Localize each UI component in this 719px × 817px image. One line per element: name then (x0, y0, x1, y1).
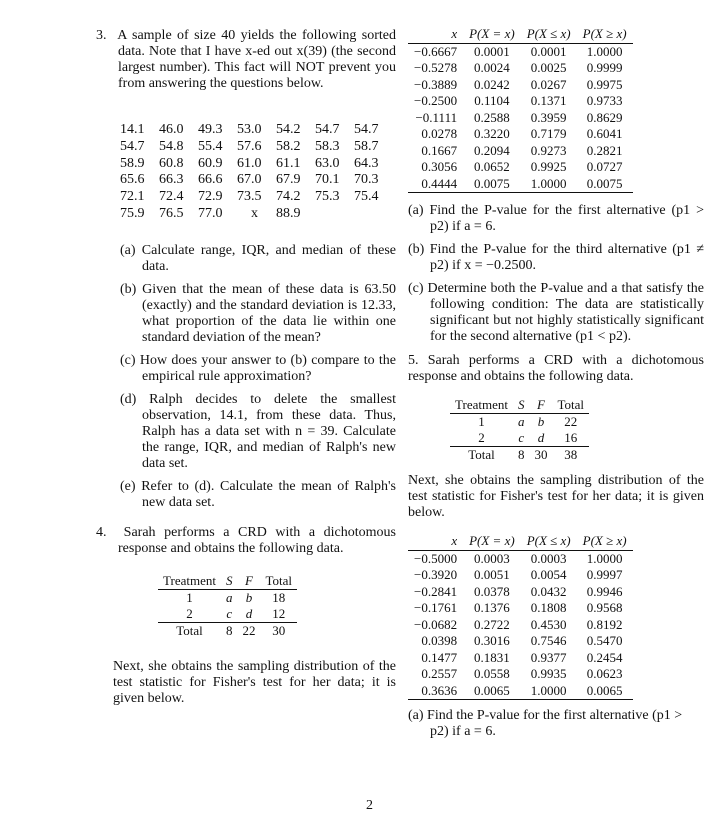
column-header: Total (260, 573, 297, 590)
question-part (408, 203, 704, 235)
table-cell: 0.3056 (421, 159, 458, 175)
question-part (120, 243, 396, 275)
table-cell: 1.0000 (586, 43, 623, 59)
table-row (408, 143, 633, 160)
table-row (158, 589, 297, 606)
part-text: Given that the mean of these data is 63.50 (exactly) and the standard deviation is 12.33, what proportion of the data lie within one standard deviation of the mean? (142, 281, 396, 345)
table-cell: d (237, 606, 260, 623)
question-part (120, 353, 396, 385)
table-cell: 0.8629 (586, 109, 623, 125)
table-cell: 0.8192 (586, 616, 623, 632)
data-value: 53.0 (237, 122, 262, 137)
table-cell: 0.9273 (530, 142, 567, 158)
table-cell: 2 (158, 606, 221, 623)
q4-intro (96, 525, 396, 557)
part-label: (c) (120, 352, 136, 368)
table-cell: c (513, 430, 530, 447)
column-header: S (513, 397, 530, 414)
q4-intro-text: Sarah performs a CRD with a dichotomous response and obtains the following data. (118, 524, 397, 556)
q3-intro (96, 28, 396, 92)
data-value: 58.3 (315, 138, 340, 154)
data-value: 54.7 (315, 122, 340, 137)
table-cell: 0.0652 (474, 159, 510, 175)
data-value: 58.2 (276, 138, 301, 154)
data-value: 72.1 (120, 189, 145, 205)
data-value: 75.3 (315, 189, 340, 205)
part-text: Determine both the P-value and a that satisfy the following condition: The data are statistically significant but not highly statistically significant for the second alternative (p1 < p2). (427, 281, 705, 344)
data-value: 66.3 (159, 172, 184, 188)
table-cell: 0.4530 (530, 616, 567, 632)
data-value: 60.8 (159, 155, 184, 171)
column-header: S (221, 573, 238, 590)
table-cell: 0.5470 (586, 633, 623, 649)
data-value: 61.1 (276, 155, 301, 171)
table-cell: b (245, 589, 253, 605)
table-row (408, 617, 633, 634)
table-cell: Total (176, 622, 203, 638)
table-cell: 0.0398 (421, 633, 458, 649)
question-part (120, 282, 396, 346)
data-value: 65.6 (120, 172, 145, 188)
table-cell: 38 (564, 447, 578, 462)
table-row (158, 622, 297, 639)
table-cell: 0.0075 (577, 176, 633, 193)
table-cell: −0.2841 (414, 583, 458, 599)
table-cell: 0.0001 (474, 43, 510, 59)
table-row (450, 430, 589, 447)
q5-next: Next, she obtains the sampling distribution of the test statistic for Fisher's test for her data; it is given below. (408, 473, 704, 520)
question-part (120, 392, 396, 472)
data-value: 54.8 (159, 138, 184, 154)
data-value: 60.9 (198, 155, 223, 171)
table-cell: 0.9999 (586, 60, 623, 76)
part-label: (a) (120, 242, 136, 258)
part-text: Calculate range, IQR, and median of these data. (141, 242, 396, 274)
column-header: P(X ≥ x) (577, 533, 633, 550)
table-cell: 0.0623 (586, 666, 623, 682)
data-value: 76.5 (159, 205, 184, 221)
table-cell: 0.7546 (530, 633, 567, 649)
table-row (450, 414, 589, 431)
column-header: P(X ≥ x) (577, 26, 633, 43)
table-row (408, 633, 633, 650)
table-cell: 0.1477 (421, 649, 458, 665)
table-cell: −0.3889 (414, 76, 458, 92)
table-cell: a (517, 414, 525, 429)
table-cell: 0.0278 (421, 126, 458, 142)
table-cell: 0.2821 (586, 142, 623, 158)
contingency-table-q5 (450, 397, 704, 463)
table-row (408, 110, 633, 127)
table-cell: 0.0051 (474, 567, 510, 583)
table-cell: 0.2094 (474, 142, 510, 158)
table-cell: 22 (564, 414, 578, 429)
table-row (408, 683, 633, 700)
column-header: x (408, 533, 463, 550)
table-cell: 1.0000 (586, 550, 623, 566)
table-row (408, 176, 633, 193)
table-cell: 2 (450, 430, 513, 447)
table-cell: 18 (272, 589, 286, 605)
page-number: 2 (366, 798, 373, 813)
part-label: (a) (408, 708, 424, 723)
data-value: 54.7 (354, 122, 379, 137)
table-cell: −0.1761 (414, 600, 458, 616)
table-cell: 0.2722 (474, 616, 510, 632)
table-cell: −0.3920 (414, 567, 458, 583)
table-cell: d (529, 430, 552, 447)
contingency-table-q4 (158, 573, 396, 639)
column-header: Treatment (158, 573, 221, 590)
table-row (408, 550, 633, 567)
table-row (408, 650, 633, 667)
table-cell: 22 (242, 622, 256, 638)
data-value: 14.1 (120, 122, 145, 137)
table-cell: 8 (517, 447, 525, 462)
table-cell: 0.7179 (530, 126, 567, 142)
column-header: F (237, 573, 260, 590)
right-parts (408, 203, 704, 345)
table-cell: 0.0054 (530, 567, 567, 583)
table-cell: −0.5278 (414, 60, 458, 76)
table-cell: 0.9568 (586, 600, 623, 616)
q3-intro-text: A sample of size 40 yields the following sorted data. Note that I have x-ed out x(39) (the second largest number). This fact will NOT prevent you from answering the questions below. (117, 28, 397, 91)
table-cell: 12 (260, 606, 297, 623)
distribution-table-1 (408, 26, 704, 193)
data-value: 55.4 (198, 138, 223, 154)
table-cell: 0.9946 (586, 583, 623, 599)
table-cell: Total (468, 447, 495, 462)
table-cell: 0.1667 (421, 142, 458, 158)
table-row (408, 584, 633, 601)
q5-part-a (408, 708, 704, 740)
q3-parts (120, 243, 396, 511)
q3-number: 3. (96, 28, 107, 43)
table-cell: 0.9935 (530, 666, 567, 682)
table-cell: c (221, 606, 238, 623)
data-value: 54.7 (120, 138, 145, 154)
data-value: 72.9 (198, 189, 223, 205)
right-column (408, 0, 704, 740)
data-value: 70.1 (315, 172, 340, 188)
q4-next: Next, she obtains the sampling distribution of the test statistic for Fisher's test for her data; it is given below. (113, 658, 396, 706)
table-cell: 0.0242 (474, 76, 510, 92)
table-cell: 0.6041 (586, 126, 623, 142)
table-cell: 0.0024 (474, 60, 510, 76)
table-cell: 30 (534, 447, 548, 462)
data-value: 67.0 (237, 172, 262, 188)
column-header: P(X = x) (463, 26, 521, 43)
part-label: (a) (408, 203, 424, 218)
table-cell: 0.0075 (463, 176, 521, 193)
table-cell: 1 (186, 589, 193, 605)
part-label: (e) (120, 478, 136, 494)
table-cell: −0.1111 (415, 109, 458, 125)
table-cell: −0.5000 (414, 550, 458, 566)
data-value: 64.3 (354, 155, 379, 171)
data-value: 67.9 (276, 172, 301, 188)
table-cell: −0.6667 (414, 43, 458, 59)
table-cell: 0.3636 (408, 683, 463, 700)
data-value: 88.9 (276, 205, 301, 221)
part-label: (d) (120, 391, 137, 407)
table-row (408, 93, 633, 110)
data-value: 74.2 (276, 189, 301, 205)
q4-number: 4. (96, 524, 107, 540)
question-part (120, 479, 396, 511)
data-value: 54.2 (276, 122, 301, 137)
table-row (408, 60, 633, 77)
part-label: (b) (408, 242, 425, 257)
table-cell: 1.0000 (521, 176, 577, 193)
q5-intro (408, 353, 704, 385)
table-cell: 0.3959 (530, 109, 567, 125)
table-row (408, 666, 633, 683)
table-cell: 0.0025 (530, 60, 567, 76)
table-cell: 0.0003 (474, 550, 510, 566)
part-text: Refer to (d). Calculate the mean of Ralph's new data set. (141, 478, 397, 510)
table-cell: 0.0558 (474, 666, 510, 682)
table-row (158, 606, 297, 623)
data-value: 75.4 (354, 189, 379, 205)
table-cell: 0.2454 (586, 649, 623, 665)
data-value: 49.3 (198, 122, 223, 137)
table-cell: 0.1104 (474, 93, 510, 109)
part-text: How does your answer to (b) compare to the empirical rule approximation? (139, 352, 397, 384)
table-cell: a (225, 589, 233, 605)
table-cell: b (537, 414, 545, 429)
data-value: 61.0 (237, 155, 262, 171)
table-cell: 16 (552, 430, 589, 447)
question-part (408, 281, 704, 345)
table-cell: 8 (225, 622, 233, 638)
table-cell: 0.9925 (530, 159, 567, 175)
table-cell: 0.3016 (474, 633, 510, 649)
column-header: Total (552, 397, 589, 414)
table-cell: 1.0000 (521, 683, 577, 700)
data-value: 58.7 (354, 138, 379, 154)
table-cell: 0.1808 (530, 600, 567, 616)
table-cell: 0.0065 (463, 683, 521, 700)
column-header: P(X ≤ x) (521, 26, 577, 43)
column-header: P(X = x) (463, 533, 521, 550)
data-value: x (251, 205, 258, 221)
data-value: 66.6 (198, 172, 223, 188)
column-header: F (529, 397, 552, 414)
table-cell: 0.2557 (421, 666, 458, 682)
q5-intro-text: Sarah performs a CRD with a dichotomous response and obtains the following data. (408, 353, 704, 384)
table-cell: 0.4444 (408, 176, 463, 193)
table-cell: 0.1371 (530, 93, 567, 109)
part-text: Find the P-value for the third alternative (p1 ≠ p2) if x = −0.2500. (429, 242, 705, 273)
question-part (408, 242, 704, 274)
data-value: 75.9 (120, 205, 145, 221)
column-header: Treatment (450, 397, 513, 414)
table-cell: −0.0682 (414, 616, 458, 632)
table-row (408, 43, 633, 60)
table-row (408, 567, 633, 584)
part-text: Find the P-value for the first alternative (p1 > p2) if a = 6. (427, 708, 683, 739)
data-value: 72.4 (159, 189, 184, 205)
distribution-table-2 (408, 533, 704, 700)
data-value: 73.5 (237, 189, 262, 205)
data-value: 46.0 (159, 122, 184, 137)
table-cell: 0.9377 (530, 649, 567, 665)
left-column (96, 0, 396, 707)
table-cell: 0.1376 (474, 600, 510, 616)
table-row (408, 600, 633, 617)
data-value: 58.9 (120, 155, 145, 171)
table-cell: 0.9975 (586, 76, 623, 92)
table-cell: 0.9733 (586, 93, 623, 109)
data-value: 77.0 (198, 205, 223, 221)
part-label: (b) (120, 281, 137, 297)
table-cell: 0.0003 (530, 550, 567, 566)
table-cell: 0.9997 (586, 567, 623, 583)
data-value: 63.0 (315, 155, 340, 171)
part-label: (c) (408, 281, 424, 296)
table-cell: 0.3220 (474, 126, 510, 142)
part-text: Find the P-value for the first alternative (p1 > p2) if a = 6. (429, 203, 704, 234)
data-value: 70.3 (354, 172, 379, 188)
table-row (450, 447, 589, 464)
column-header: P(X ≤ x) (521, 533, 577, 550)
table-cell: 0.0432 (530, 583, 567, 599)
table-cell: 1 (478, 414, 485, 429)
data-value: 57.6 (237, 138, 262, 154)
table-cell: 0.0001 (530, 43, 567, 59)
table-cell: 0.0267 (530, 76, 567, 92)
q5-number: 5. (408, 353, 419, 368)
column-header: x (408, 26, 463, 43)
table-cell: −0.2500 (414, 93, 458, 109)
part-text: Ralph decides to delete the smallest observation, 14.1, from these data. Thus, Ralph has a data set with n = 39. Calculate the range, IQR, and median of Ralph's new data set. (142, 391, 397, 471)
table-cell: 0.2588 (474, 109, 510, 125)
table-cell: 0.0065 (577, 683, 633, 700)
table-row (408, 159, 633, 176)
table-row (408, 77, 633, 94)
table-cell: 0.0378 (474, 583, 510, 599)
table-cell: 0.0727 (586, 159, 623, 175)
q3-data-grid (120, 122, 396, 223)
table-cell: 0.1831 (474, 649, 510, 665)
table-cell: 30 (272, 622, 286, 638)
table-row (408, 126, 633, 143)
